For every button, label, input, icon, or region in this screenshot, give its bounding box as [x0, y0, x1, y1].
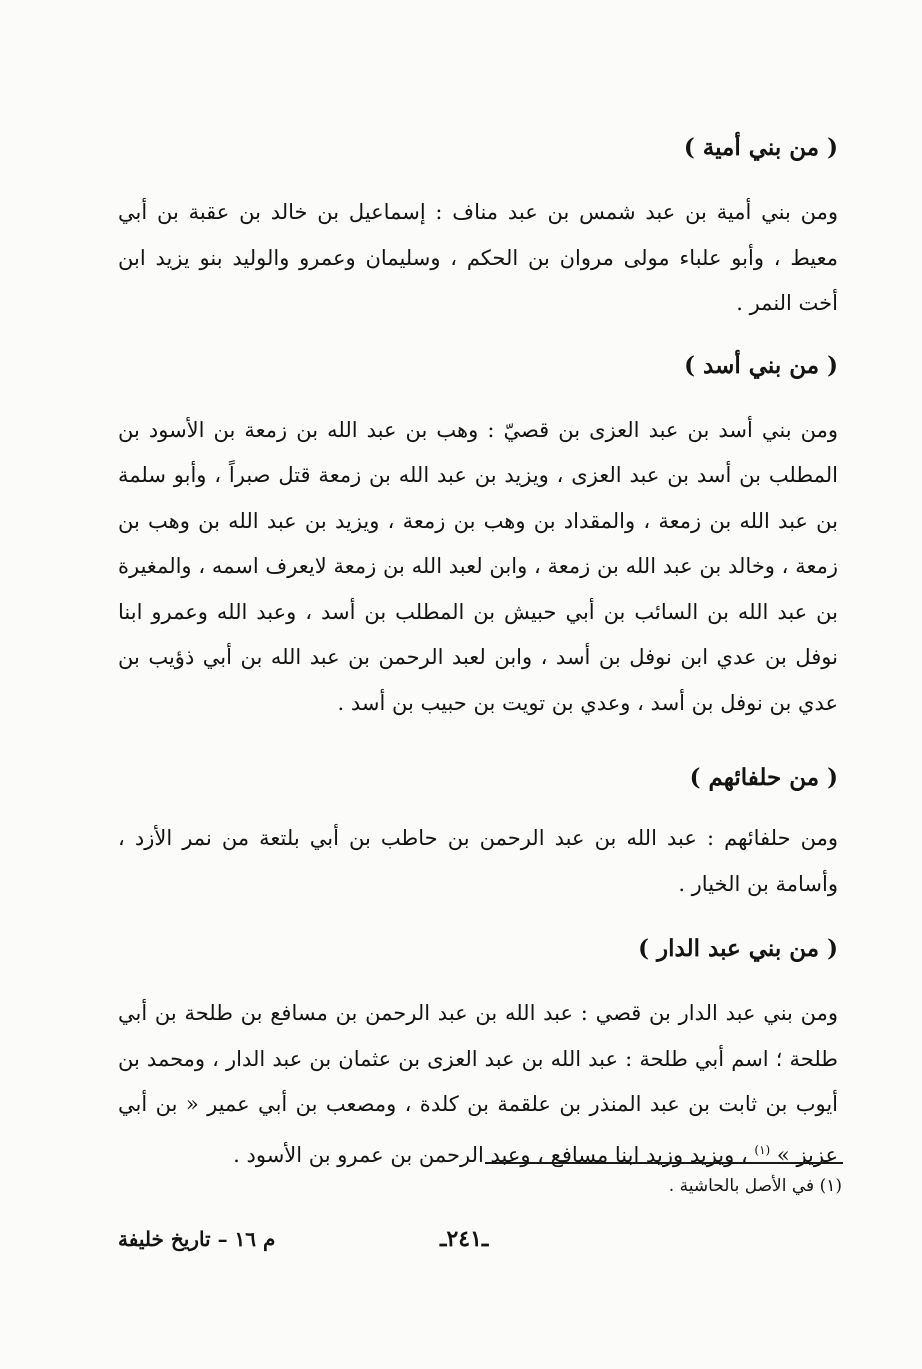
section-heading-umayya: ( من بني أمية )	[683, 134, 838, 161]
body-text-after-note: ، ويزيد وزيد ابنا مسافع ، وعبد الرحمن بن عمرو بن الأسود .	[233, 1142, 755, 1167]
footnote-marker: (١)	[754, 1142, 771, 1157]
footer-signature: م ١٦ – تاريخ خليفة	[118, 1227, 276, 1251]
section-body-abd-al-dar	[118, 991, 838, 1178]
footnote-divider	[485, 1162, 843, 1164]
section-heading-asad: ( من بني أسد )	[684, 351, 838, 379]
section-body-asad: ومن بني أسد بن عبد العزى بن قصيّ : وهب بن عبد الله بن زمعة بن الأسود بن المطلب بن أسد بن عبد العزى ، ويزيد بن عبد الله بن زمعة قتل صبراً ، وأبو سلمة بن عبد الله بن زمعة ، والمقداد بن وهب بن زمعة ، ويزيد بن عبد الله بن وهب بن زمعة ، وخالد بن عبد الله بن زمعة ، وابن لعبد الله بن زمعة لايعرف اسمه ، والمغيرة بن عبد الله بن السائب بن أبي حبيش بن المطلب بن أسد ، وعبد الله وعمرو ابنا نوفل بن عدي ابن نوفل بن أسد ، وابن لعبد الرحمن بن عبد الله بن أبي ذؤيب بن عدي بن نوفل بن أسد ، وعدي بن تويت بن حبيب بن أسد .	[118, 417, 838, 715]
section-body-allies: ومن حلفائهم : عبد الله بن عبد الرحمن بن حاطب بن أبي بلتعة من نمر الأزد ، وأسامة بن الخيار .	[118, 826, 838, 896]
body-text-before-note: ومن بني عبد الدار بن قصي : عبد الله بن عبد الرحمن بن مسافع بن طلحة بن أبي طلحة ؛ اسم أبي طلحة : عبد الله بن عبد العزى بن عثمان بن عبد الدار ، ومحمد بن أيوب بن ثابت بن عبد المنذر بن علقمة بن كلدة ، ومصعب بن أبي عمير « بن أبي عزيز »	[118, 1001, 838, 1167]
page-footer	[118, 1222, 840, 1262]
main-text-column	[118, 128, 838, 1178]
footnote: (١) في الأصل بالحاشية .	[668, 1176, 842, 1196]
section-heading-allies: ( من حلفائهم )	[689, 764, 838, 791]
section-body-umayya: ومن بني أمية بن عبد شمس بن عبد مناف : إسماعيل بن خالد بن عقبة بن أبي معيط ، وأبو علباء مولى مروان بن الحكم ، وسليمان وعمرو والوليد بنو يزيد ابن أخت النمر .	[118, 200, 838, 315]
page-number: ـ٢٤١ـ	[440, 1226, 489, 1252]
section-heading-abd-al-dar: ( من بني عبد الدار )	[638, 935, 838, 962]
